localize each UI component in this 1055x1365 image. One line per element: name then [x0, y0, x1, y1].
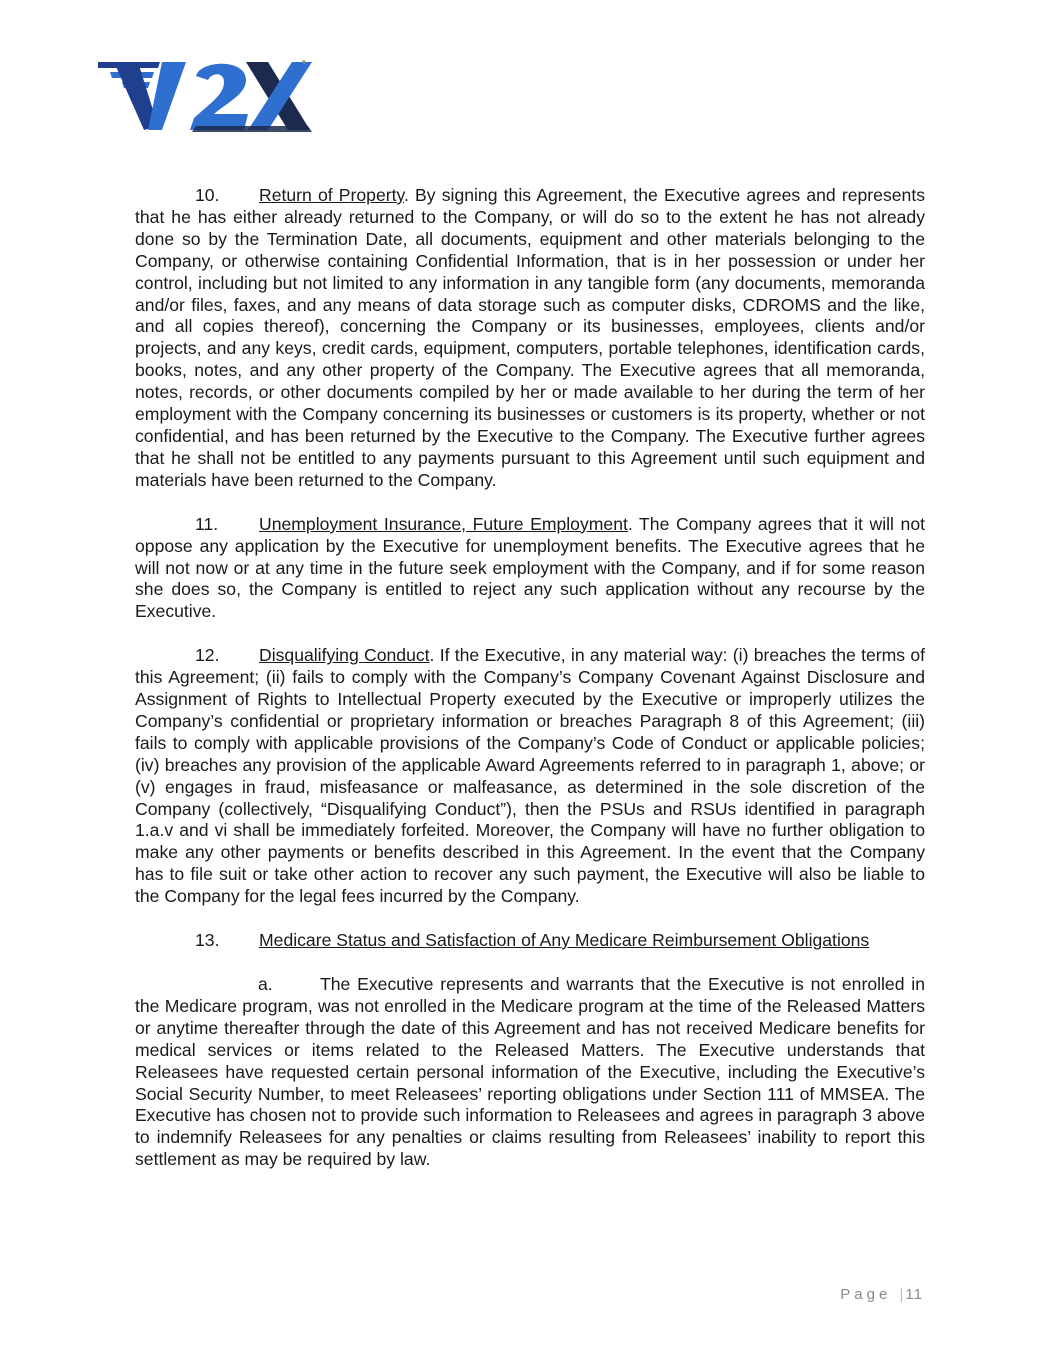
section-12-heading: Disqualifying Conduct: [259, 645, 430, 666]
section-10-body: . By signing this Agreement, the Executive agrees and represents that he has either already returned to the Company, or will do so to the extent he has not already done so by the Termination Date, all documents, equipment and other materials belonging to the Company, or otherwise containing Confidential Information, that is in her possession or under her control, including but not limited to any information in any tangible form (any documents, memoranda and/or files, faxes, and any means of data storage such as computer disks, CDROMS and the like, and all copies thereof), concerning the Company or its businesses, employees, clients and/or projects, and any keys, credit cards, equipment, computers, portable telephones, identification cards, books, notes, and any other property of the Company. The Executive agrees that all memoranda, notes, records, or other documents compiled by her or made available to her during the term of her employment with the Company concerning its businesses or customers is its property, whether or not confidential, and has been returned by the Executive to the Company. The Executive further agrees that he shall not be entitled to any payments pursuant to this Agreement until such equipment and materials have been returned to the Company.: [135, 185, 925, 490]
section-13-heading: Medicare Status and Satisfaction of Any Medicare Reimbursement Obligations: [259, 930, 870, 951]
section-13-number: 13.: [195, 930, 220, 951]
page-label: Page: [840, 1286, 892, 1303]
section-11-body: . The Company agrees that it will not oppose any application by the Executive for unemployment benefits. The Executive agrees that he will not now or at any time in the future seek employment with the Company, and if for some reason she does so, the Company is entitled to reject any such application without any recourse by the Executive.: [135, 513, 926, 622]
document-body: [135, 185, 925, 1193]
page-number: 11: [905, 1286, 923, 1303]
section-12: [135, 645, 925, 908]
logo-registered-mark: [302, 60, 305, 63]
section-13a-body: The Executive represents and warrants that the Executive is not enrolled in the Medicare program, was not enrolled in the Medicare program at the time of the Released Matters or anytime thereafter through the date of this Agreement and has not received Medicare benefits for medical services or items related to the Released Matters. The Executive understands that Releasees have requested certain personal information of the Executive, including the Executive’s Social Security Number, to meet Releasees’ reporting obligations under Section 111 of MMSEA. The Executive has chosen not to provide such information to Releasees and agrees in paragraph 3 above to indemnify Releasees for any penalties or claims resulting from Releasees’ inability to report this settlement as may be required by law.: [135, 974, 925, 1170]
logo-underline: [192, 126, 312, 132]
section-11-number: 11.: [195, 513, 219, 534]
section-12-body: . If the Executive, in any material way: (i) breaches the terms of this Agreement; (ii) fails to comply with the Company’s Company Covenant Against Disclosure and Assignment of Rights to Intellectual Property executed by the Executive or improperly utilizes the Company’s confidential or proprietary information or breaches Paragraph 8 of this Agreement; (iii) fails to comply with applicable provisions of the Company’s Code of Conduct or applicable policies; (iv) breaches any provision of the applicable Award Agreements referred to in paragraph 1, above; or (v) engages in fraud, misfeasance or malfeasance, as determined in the sole discretion of the Company (collectively, “Disqualifying Conduct”), then the PSUs and RSUs identified in paragraph 1.a.v and vi shall be immediately forfeited. Moreover, the Company will have no further obligation to make any other payments or benefits described in this Agreement. In the event that the Company has to file suit or take other action to recover any such payment, the Executive will also be liable to the Company for the legal fees incurred by the Company.: [135, 645, 925, 907]
logo-2: [190, 64, 248, 130]
section-10: [135, 185, 925, 492]
page-footer: [840, 1286, 923, 1303]
section-11-heading: Unemployment Insurance, Future Employment: [259, 513, 628, 534]
section-13: [135, 930, 925, 952]
section-10-number: 10.: [195, 185, 220, 205]
section-13a: [135, 974, 925, 1171]
section-10-heading: Return of Property: [259, 185, 404, 205]
section-12-number: 12.: [195, 645, 220, 666]
page-separator: |: [899, 1286, 906, 1303]
section-11: [135, 514, 925, 624]
v2x-logo: [96, 56, 316, 136]
section-13a-letter: a.: [258, 974, 273, 994]
